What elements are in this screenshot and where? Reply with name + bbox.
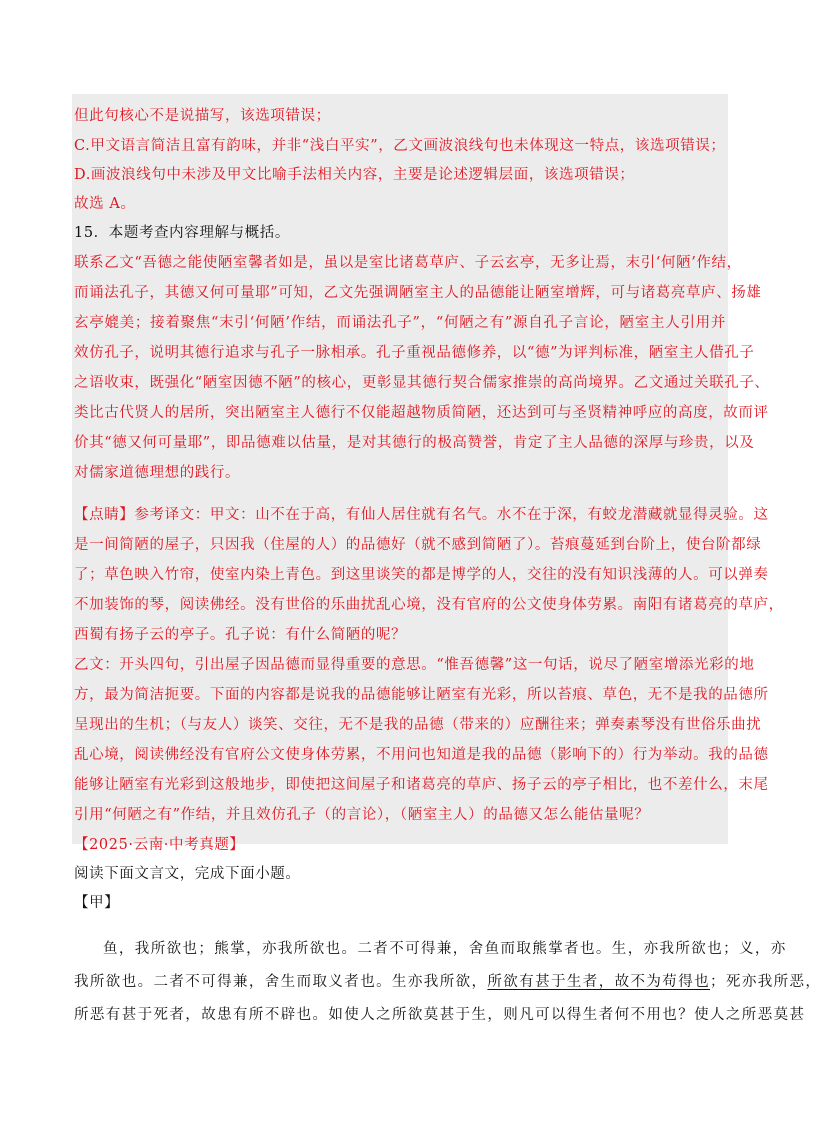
text-line: 是一间简陋的屋子，只因我（住屋的人）的品德好（就不感到简陋了）。苔痕蔓延到台阶上，使台阶都绿 [74,537,762,553]
text-line: 对儒家道德理想的践行。 [74,465,241,481]
text-line: 15．本题考查内容理解与概括。 [74,225,290,241]
text-line: 之语收束，既强化“陋室因德不陋”的核心，更彰显其德行契合儒家推崇的高尚境界。乙文通过关联孔子、 [74,375,770,391]
text-line: D.画波浪线句中未涉及甲文比喻手法相关内容，主要是论述逻辑层面，该选项错误； [74,167,635,183]
text-line: 乱心境，阅读佛经没有官府公文使身体劳累，不用问也知道是我的品德（影响下的）行为举动。我的品德 [74,747,769,763]
passage-line [74,970,821,991]
text-line: C.甲文语言简洁且富有韵味，并非“浅白平实”，乙文画波浪线句也未体现这一特点，该选项错误； [74,138,726,154]
text-line: 乙文：开头四句，引出屋子因品德而显得重要的意思。“惟吾德馨”这一句话，说尽了陋室增添光彩的地 [74,657,755,673]
text-line: 不加装饰的琴，阅读佛经。没有世俗的乐曲扰乱心境，没有官府的公文使身体劳累。南阳有诸葛亮的草庐， [74,597,784,613]
passage-text: 我所欲也。二者不可得兼，舍生而取义者也。生亦我所欲， [74,974,488,990]
passage-line: 所恶有甚于死者，故患有所不辟也。如使人之所欲莫甚于生，则凡可以得生者何不用也？使人之所恶莫甚 [74,1007,806,1023]
text-line: 能够让陋室有光彩到这般地步，即使把这间屋子和诸葛亮的草庐、扬子云的亭子相比，也不差什么，末尾 [74,777,769,793]
text-line: 阅读下面文言文，完成下面小题。 [74,866,301,882]
text-line: 【甲】 [74,895,120,911]
passage-text: ；死亦我所恶， [710,974,821,990]
text-line: 联系乙文“吾德之能使陋室馨者如是，虽以是室比诸葛草庐、子云玄亭，无多让焉，末引‘何陋’作结， [74,255,742,271]
text-line: 效仿孔子，说明其德行追求与孔子一脉相承。孔子重视品德修养，以“德”为评判标准，陋室主人借孔子 [74,345,755,361]
text-line: 西蜀有扬子云的亭子。孔子说：有什么简陋的呢？ [74,627,407,643]
text-line: 了；草色映入竹帘，使室内染上青色。到这里谈笑的都是博学的人，交往的没有知识浅薄的人。可以弹奏 [74,567,769,583]
text-line: 故选 A。 [74,196,136,212]
text-line: 而诵法孔子，其德又何可量耶”可知，乙文先强调陋室主人的品德能让陋室增辉，可与诸葛亮草庐、扬雄 [74,285,762,301]
passage-line: 鱼，我所欲也；熊掌，亦我所欲也。二者不可得兼，舍鱼而取熊掌者也。生，亦我所欲也；义，亦 [103,941,787,957]
text-line: 方，最为简洁扼要。下面的内容都是说我的品德能够让陋室有光彩，所以苔痕、草色，无不是我的品德所 [74,687,769,703]
text-line: 类比古代贤人的居所，突出陋室主人德行不仅能超越物质简陋，还达到可与圣贤精神呼应的高度，故而评 [74,405,769,421]
text-line: 价其“德又何可量耶”，即品德难以估量，是对其德行的极高赞誉，肯定了主人品德的深厚与珍贵，以及 [74,435,755,451]
text-line: 呈现出的生机；（与友人）谈笑、交往，无不是我的品德（带来的）应酬往来；弹奏素琴没有世俗乐曲扰 [74,717,762,733]
text-line: 【2025·云南·中考真题】 [74,837,245,853]
text-line: 玄亭媲美；接着聚焦“末引‘何陋’作结，而诵法孔子”，“何陋之有”源自孔子言论，陋室主人引用并 [74,315,726,331]
text-line: 但此句核心不是说描写，该选项错误； [74,108,331,124]
text-line: 引用“何陋之有”作结，并且效仿孔子（的言论），（陋室主人）的品德又怎么能估量呢？ [74,807,650,823]
underlined-sentence: 所欲有甚于生者，故不为苟得也 [487,974,711,990]
text-line: 【点睛】参考译文：甲文：山不在于高，有仙人居住就有名气。水不在于深，有蛟龙潜藏就显得灵验。这 [74,507,769,523]
